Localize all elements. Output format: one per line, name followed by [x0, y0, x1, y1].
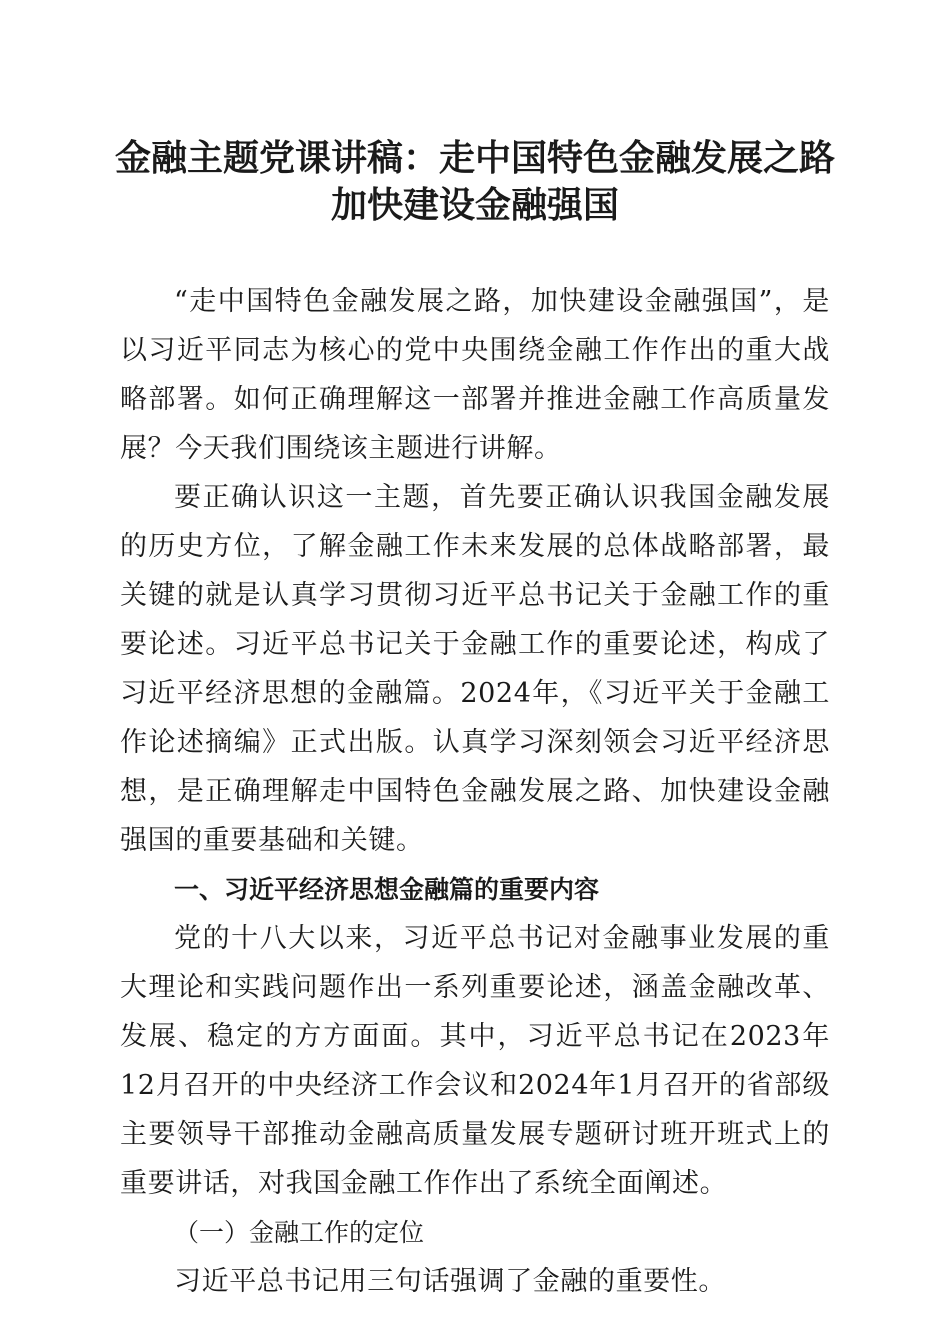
- paragraph-subsection-1: 习近平总书记用三句话强调了金融的重要性。: [174, 1266, 726, 1297]
- section-heading-1: 一、习近平经济思想金融篇的重要内容: [174, 875, 600, 904]
- subsection-heading-1: （一）金融工作的定位: [174, 1218, 425, 1247]
- paragraph-intro: “走中国特色金融发展之路，加快建设金融强国”，是以习近平同志为核心的党中央围绕金融工作作出的重大战略部署。如何正确理解这一部署并推进金融工作高质量发展？今天我们围绕该主题进行讲解。: [120, 286, 830, 464]
- paragraph-context: 要正确认识这一主题，首先要正确认识我国金融发展的历史方位，了解金融工作未来发展的总体战略部署，最关键的就是认真学习贯彻习近平总书记关于金融工作的重要论述。习近平总书记关于金融工作的重要论述，构成了习近平经济思想的金融篇。2024年，《习近平关于金融工作论述摘编》正式出版。认真学习深刻领会习近平经济思想，是正确理解走中国特色金融发展之路、加快建设金融强国的重要基础和关键。: [120, 482, 830, 856]
- document-title-line-1: 金融主题党课讲稿：走中国特色金融发展之路: [114, 137, 835, 179]
- paragraph-section-1: 党的十八大以来，习近平总书记对金融事业发展的重大理论和实践问题作出一系列重要论述，涵盖金融改革、发展、稳定的方方面面。其中，习近平总书记在2023年12月召开的中央经济工作会议和2024年1月召开的省部级主要领导干部推动金融高质量发展专题研讨班开班式上的重要讲话，对我国金融工作作出了系统全面阐述。: [120, 923, 830, 1199]
- document-body: [120, 277, 830, 1306]
- document-title-line-2: 加快建设金融强国: [330, 184, 619, 226]
